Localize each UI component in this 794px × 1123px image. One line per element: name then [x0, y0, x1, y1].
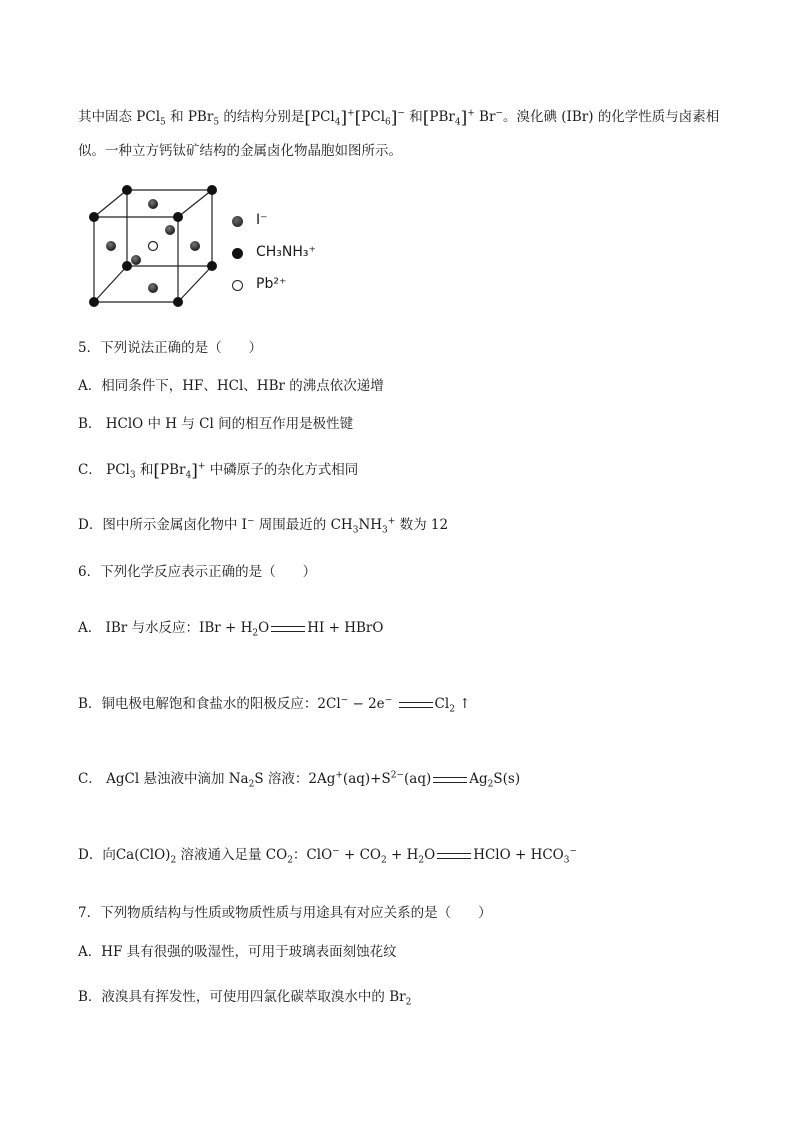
equals-sign	[271, 626, 305, 632]
intro-text-ibr: 溴化碘	[516, 109, 557, 125]
intro-text-pcl5: 其中固态 PCl	[78, 109, 161, 125]
corner-ch3nh3-atom	[89, 297, 99, 307]
legend-lead-label: Pb²⁺	[256, 276, 287, 292]
corner-ch3nh3-atom	[122, 185, 132, 195]
q5-option-b: B． HClO 中 H 与 Cl 间的相互作用是极性键	[78, 416, 354, 432]
q6-stem: 6．下列化学反应表示正确的是（ ）	[78, 564, 317, 580]
q5-option-c-text-a: C． PCl	[78, 462, 130, 478]
q6-option-b-text-b: Cl	[434, 696, 450, 712]
legend-iodide-label: I⁻	[256, 212, 268, 228]
corner-ch3nh3-atom	[173, 297, 183, 307]
q5-option-d-text-b: 周围最近的 CH	[258, 517, 353, 533]
equals-sign	[437, 853, 471, 859]
q6-option-a-text-b: HI + HBrO	[307, 620, 384, 636]
q6-option-d: D．向$Ca(ClO)_2$ 溶液通入足量 $CO_2$：$ClO^- + CO_2 + H_2O$ HClO + $HCO_3^-$	[78, 846, 578, 866]
q6-option-d-text-d: HClO + HCO	[473, 847, 564, 863]
q5-option-d-text-a: D．图中所示金属卤化物中 I	[78, 517, 247, 533]
q6-option-c: C． AgCl 悬浊液中滴加 $Na_2S$ 溶液：$2Ag^+(aq)+S^{2-}(aq)$ $Ag_2S(s)$	[78, 770, 521, 790]
lead-marker-icon	[232, 280, 243, 291]
q6-option-d-text-c: ：ClO	[292, 847, 333, 863]
q5-option-d-text-c: 数为 12	[399, 517, 449, 533]
figure-legend	[232, 212, 352, 302]
corner-ch3nh3-atom	[207, 185, 217, 195]
face-iodide-atom	[106, 241, 116, 251]
intro-text-pbr5: 和 PBr	[170, 109, 214, 125]
q6-option-d-text-a: D．向Ca(ClO)	[78, 847, 171, 863]
q5-option-c-text-c: 中磷原子的杂化方式相同	[209, 462, 359, 478]
q5-option-d: D．图中所示金属卤化物中 I− 周围最近的 $CH_3NH_3^+$ 数为 12	[78, 516, 449, 536]
equals-sign	[433, 777, 467, 783]
cube-edge	[178, 266, 212, 302]
intro-text-and: 和	[409, 109, 423, 125]
corner-ch3nh3-atom	[122, 261, 132, 271]
equals-sign	[399, 702, 433, 708]
q6-option-c-text-c: Ag	[469, 771, 488, 787]
corner-ch3nh3-atom	[173, 212, 183, 222]
q6-option-a-text-a: A． IBr 与水反应：IBr + H	[78, 620, 253, 636]
q5-option-c-text-b: 和	[139, 462, 154, 478]
iodide-marker-icon	[232, 216, 243, 227]
face-iodide-atom	[165, 225, 175, 235]
q6-option-b: B．铜电极电解饱和食盐水的阳极反应：2Cl− − 2e− $Cl_2$ ↑	[78, 695, 471, 715]
q6-option-a: A． IBr 与水反应：IBr + $H_2O$ HI + HBrO	[78, 620, 384, 639]
q5-stem: 5．下列说法正确的是（ ）	[78, 340, 263, 356]
q6-option-b-text-a: B．铜电极电解饱和食盐水的阳极反应：2Cl	[78, 696, 341, 712]
q6-option-d-text-b: 溶液通入足量 CO	[180, 847, 288, 863]
face-iodide-atom	[148, 283, 158, 293]
cube-edge	[178, 190, 212, 217]
q7-stem: 7．下列物质结构与性质或物质性质与用途具有对应关系的是（ ）	[78, 905, 492, 921]
methylammonium-marker-icon	[232, 248, 243, 259]
corner-ch3nh3-atom	[207, 261, 217, 271]
body-center-lead-atom	[149, 242, 158, 251]
face-iodide-atom	[131, 255, 141, 265]
q6-option-c-text-a: C． AgCl 悬浊液中滴加 Na	[78, 771, 249, 787]
q7-option-b: B．液溴具有挥发性，可使用四氯化碳萃取溴水中的 $Br_2$	[78, 989, 412, 1008]
intro-line-1: 其中固态 PCl$_5$ 和 PBr$_5$ 的结构分别是[PCl$_4$]+[PCl$_6$]− 和[PBr$_4$]+ Br−。溴化碘 (IBr) 的化学性质与卤素相	[78, 108, 720, 128]
intro-line-2: 似。一种立方钙钛矿结构的金属卤化物晶胞如图所示。	[78, 143, 402, 159]
q6-option-c-text-b: S 溶液：2Ag	[254, 771, 336, 787]
q7-option-b-text-a: B．液溴具有挥发性，可使用四氯化碳萃取溴水中的 Br	[78, 989, 406, 1005]
q5-option-c: C． PCl$_3$ 和[PBr$_4$]+ 中磷原子的杂化方式相同	[78, 461, 359, 481]
face-iodide-atom	[148, 199, 158, 209]
q5-option-a: A．相同条件下，HF、HCl、HBr 的沸点依次递增	[78, 378, 384, 394]
corner-ch3nh3-atom	[89, 212, 99, 222]
cube-edge	[94, 266, 127, 302]
intro-text-property: 的化学性质与卤素相	[597, 109, 720, 125]
intro-text-structure: 的结构分别是	[223, 109, 305, 125]
legend-methylammonium-label: CH₃NH₃⁺	[256, 244, 316, 260]
q7-option-a: A．HF 具有很强的吸湿性，可用于玻璃表面刻蚀花纹	[78, 944, 397, 960]
face-iodide-atom	[190, 241, 200, 251]
cube-edge	[94, 190, 127, 217]
